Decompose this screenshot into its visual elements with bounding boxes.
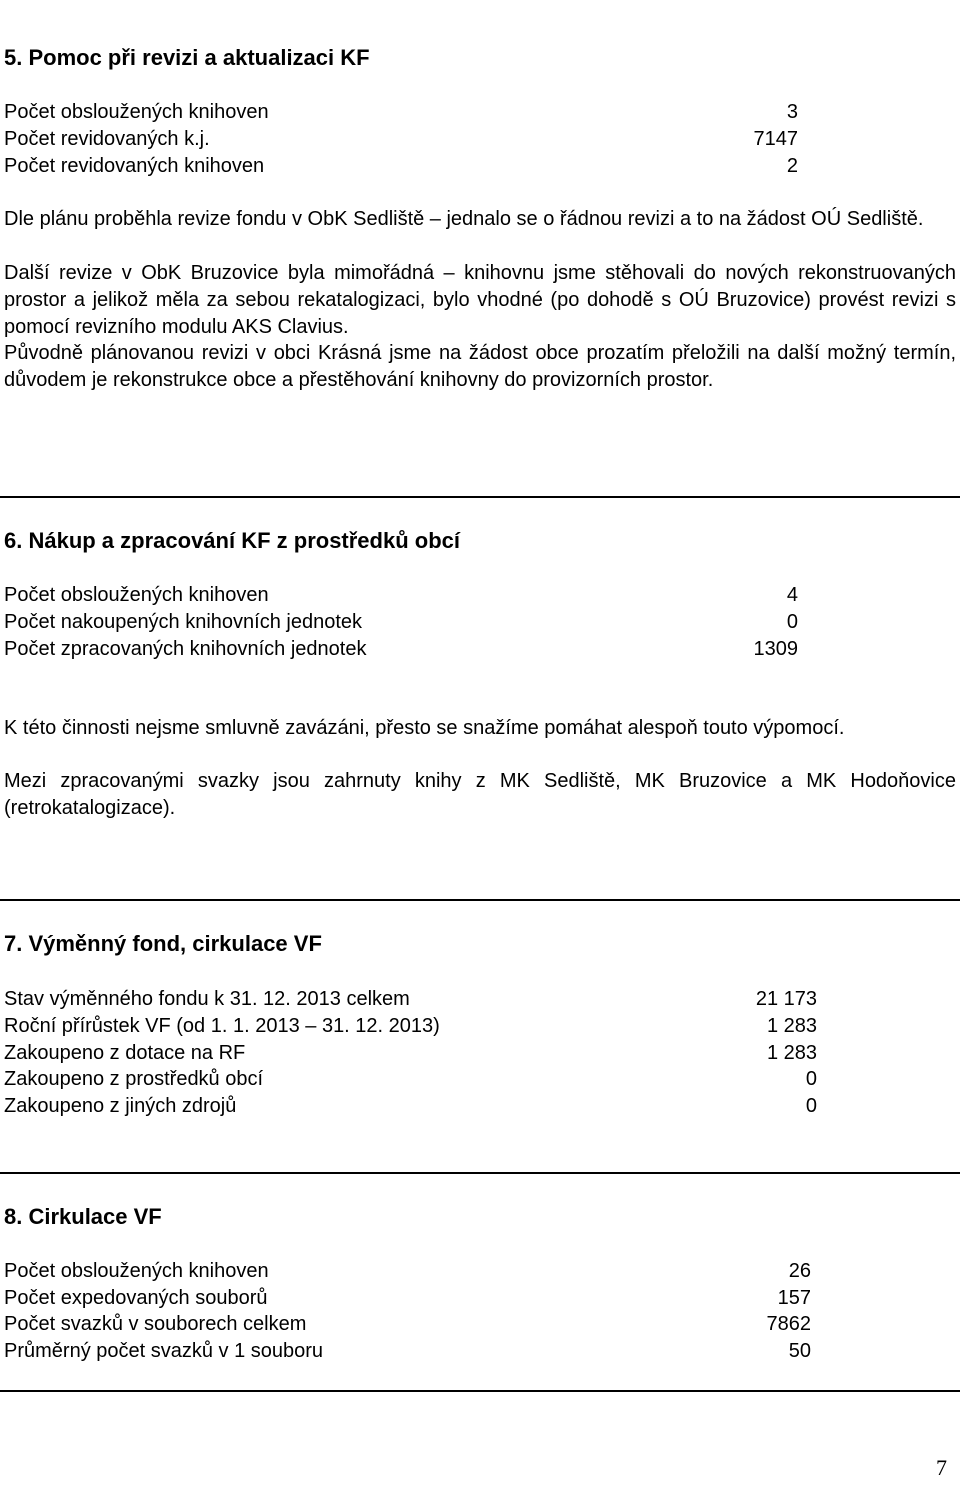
s8-row-1-label: Počet obsloužených knihoven <box>4 1260 269 1282</box>
s8-row-3-value: 7862 <box>766 1313 811 1335</box>
s7-row-1-value: 21 173 <box>755 988 817 1010</box>
s6-row-2-value: 0 <box>786 611 798 633</box>
s7-row-1-label: Stav výměnného fondu k 31. 12. 2013 celkem <box>4 988 410 1010</box>
s5-row-1-value: 3 <box>786 101 798 123</box>
section-divider <box>0 1390 960 1392</box>
s7-row-4-value: 0 <box>805 1068 817 1090</box>
s7-row-2-label: Roční přírůstek VF (od 1. 1. 2013 – 31. 12. 2013) <box>4 1015 440 1037</box>
section-5-heading: 5. Pomoc při revizi a aktualizaci KF <box>4 45 370 70</box>
s6-paragraph-1: K této činnosti nejsme smluvně zavázáni, přesto se snažíme pomáhat alespoň touto výpomocí. <box>4 717 845 739</box>
s5-paragraph-1: Dle plánu proběhla revize fondu v ObK Sedliště – jednalo se o řádnou revizi a to na žádost OÚ Sedliště. <box>4 208 924 230</box>
s7-row-3-value: 1 283 <box>766 1042 817 1064</box>
s7-row-3-label: Zakoupeno z dotace na RF <box>4 1042 246 1064</box>
section-divider <box>0 899 960 901</box>
s7-row-4-label: Zakoupeno z prostředků obcí <box>4 1068 264 1090</box>
section-divider <box>0 1172 960 1174</box>
s8-row-3-label: Počet svazků v souborech celkem <box>4 1313 307 1335</box>
s6-row-1-label: Počet obsloužených knihoven <box>4 584 269 606</box>
s6-row-3-value: 1309 <box>753 638 798 660</box>
s8-row-4-label: Průměrný počet svazků v 1 souboru <box>4 1340 324 1362</box>
s8-row-2-label: Počet expedovaných souborů <box>4 1287 268 1309</box>
s8-row-2-value: 157 <box>777 1287 811 1309</box>
s6-row-1-value: 4 <box>786 584 798 606</box>
s5-row-1-label: Počet obsloužených knihoven <box>4 101 269 123</box>
section-7-heading: 7. Výměnný fond, cirkulace VF <box>4 931 322 956</box>
s5-row-3-label: Počet revidovaných knihoven <box>4 155 265 177</box>
section-8-heading: 8. Cirkulace VF <box>4 1204 162 1229</box>
s6-row-3-label: Počet zpracovaných knihovních jednotek <box>4 638 367 660</box>
s6-row-2-label: Počet nakoupených knihovních jednotek <box>4 611 363 633</box>
s7-row-5-value: 0 <box>805 1095 817 1117</box>
s8-row-4-value: 50 <box>788 1340 811 1362</box>
section-6-heading: 6. Nákup a zpracování KF z prostředků obcí <box>4 528 460 553</box>
page-number: 7 <box>936 1455 947 1480</box>
s7-row-2-value: 1 283 <box>766 1015 817 1037</box>
s5-row-2-label: Počet revidovaných k.j. <box>4 128 210 150</box>
s6-paragraph-2: Mezi zpracovanými svazky jsou zahrnuty knihy z MK Sedliště, MK Bruzovice a MK Hodoňovice (retrokatalogizace). <box>4 770 956 819</box>
s5-paragraph-2: Další revize v ObK Bruzovice byla mimořádná – knihovnu jsme stěhovali do nových rekonstruovaných prostor a jelikož měla za sebou rekatalogizaci, bylo vhodné (po dohodě s OÚ Bruzovice) provést revizi s pomocí revizního modulu AKS Clavius. <box>4 262 956 338</box>
s8-row-1-value: 26 <box>788 1260 811 1282</box>
section-divider <box>0 496 960 498</box>
s7-row-5-label: Zakoupeno z jiných zdrojů <box>4 1095 237 1117</box>
s5-row-3-value: 2 <box>786 155 798 177</box>
s5-row-2-value: 7147 <box>753 128 798 150</box>
s5-paragraph-3: Původně plánovanou revizi v obci Krásná jsme na žádost obce prozatím přeložili na další možný termín, důvodem je rekonstrukce obce a přestěhování knihovny do provizorních prostor. <box>4 342 956 391</box>
